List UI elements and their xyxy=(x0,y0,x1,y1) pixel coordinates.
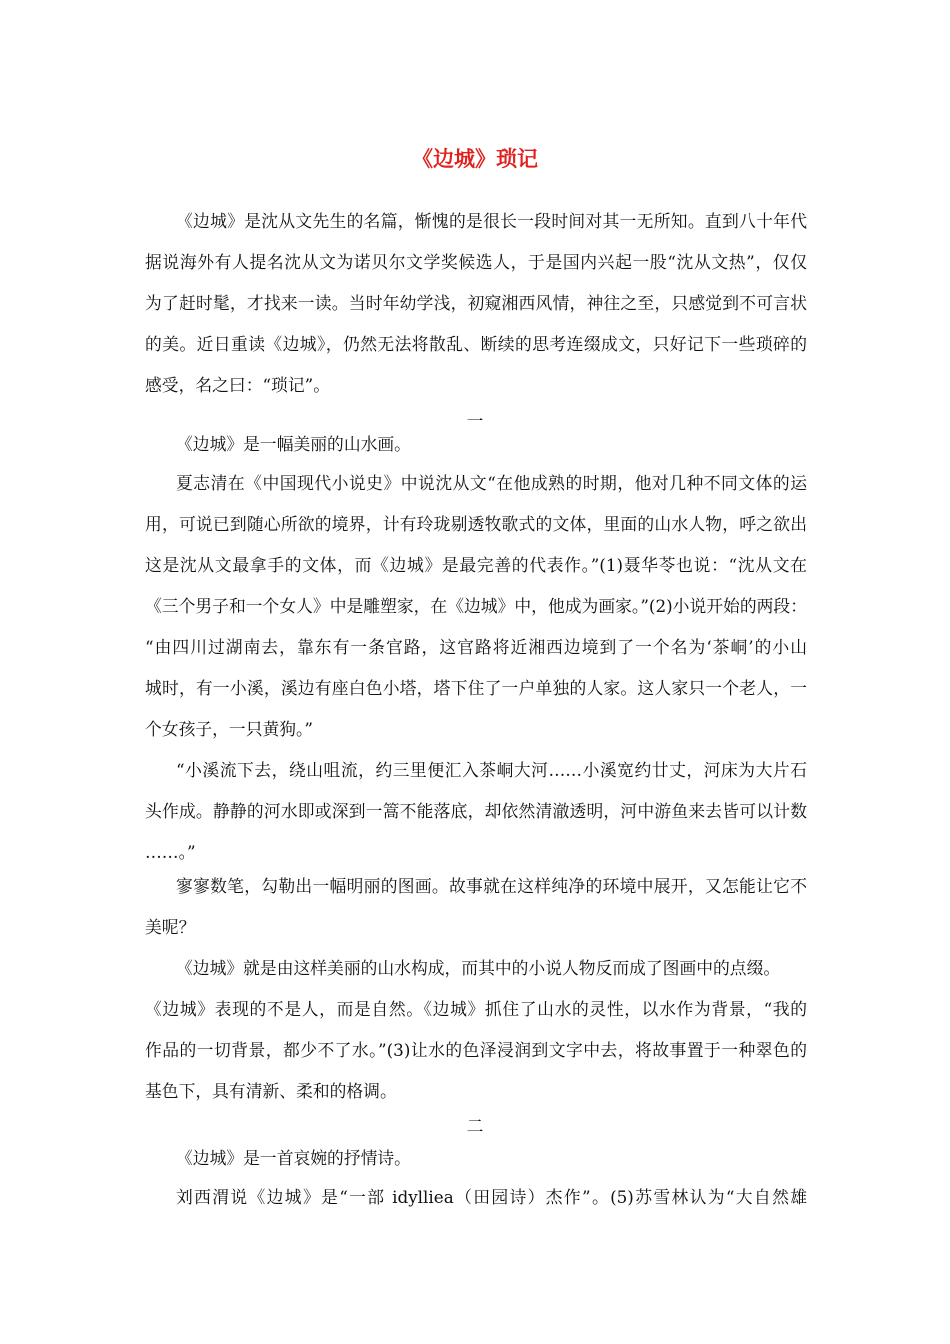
text-line: 这是沈从文最拿手的文体，而《边城》是最完善的代表作。”(1)聂华苓也说：“沈从文在 xyxy=(145,555,807,575)
text-line: 基色下，具有清新、柔和的格调。 xyxy=(145,1081,397,1101)
text-line: 美呢？ xyxy=(145,917,196,937)
text-line: 《三个男子和一个女人》中是雕塑家，在《边城》中，他成为画家。”(2)小说开始的两段： xyxy=(145,596,807,616)
section-heading: 《边城》是一幅美丽的山水画。 xyxy=(176,434,411,454)
section-heading: 《边城》是一首哀婉的抒情诗。 xyxy=(176,1148,411,1168)
text-line: 用，可说已到随心所欲的境界，计有玲珑剔透牧歌式的文体，里面的山水人物，呼之欲出 xyxy=(145,514,807,534)
text-line: 的美。近日重读《边城》，仍然无法将散乱、断续的思考连缀成文，只好记下一些琐碎的 xyxy=(145,334,807,354)
text-line: ……。” xyxy=(145,842,196,862)
text-line: 寥寥数笔，勾勒出一幅明丽的图画。故事就在这样纯净的环境中展开，又怎能让它不 xyxy=(176,876,807,896)
text-line: “小溪流下去，绕山咀流，约三里便汇入茶峒大河……小溪宽约廿丈，河床为大片石 xyxy=(176,760,807,780)
text-line: 据说海外有人提名沈从文为诺贝尔文学奖候选人，于是国内兴起一股“沈从文热”，仅仅 xyxy=(145,252,807,272)
section-number: 二 xyxy=(466,1116,484,1136)
text-line: 刘西渭说《边城》是“一部 idylliea（田园诗）杰作”。(5)苏雪林认为“大自然雄 xyxy=(176,1187,807,1207)
text-line: “由四川过湖南去，靠东有一条官路，这官路将近湘西边境到了一个名为‘茶峒’的小山 xyxy=(145,637,807,657)
text-line: 《边城》是沈从文先生的名篇，惭愧的是很长一段时间对其一无所知。直到八十年代 xyxy=(176,211,807,231)
text-line: 夏志清在《中国现代小说史》中说沈从文“在他成熟的时期，他对几种不同文体的运 xyxy=(176,473,807,493)
document-title: 《边城》琐记 xyxy=(412,146,538,171)
text-line: 个女孩子，一只黄狗。” xyxy=(145,719,313,739)
text-line: 为了赶时髦，才找来一读。当时年幼学浅，初窥湘西风情，神往之至，只感觉到不可言状 xyxy=(145,293,807,313)
section-number: 一 xyxy=(466,411,484,431)
text-line: 城时，有一小溪，溪边有座白色小塔，塔下住了一户单独的人家。这人家只一个老人，一 xyxy=(145,678,807,698)
text-line: 《边城》表现的不是人，而是自然。《边城》抓住了山水的灵性，以水作为背景，“我的 xyxy=(145,999,807,1019)
text-line: 作品的一切背景，都少不了水。”(3)让水的色泽浸润到文字中去，将故事置于一种翠色的 xyxy=(145,1040,807,1060)
text-line: 头作成。静静的河水即或深到一篙不能落底，却依然清澈透明，河中游鱼来去皆可以计数 xyxy=(145,801,807,821)
text-line: 感受，名之曰：“琐记”。 xyxy=(145,375,330,395)
text-line: 《边城》就是由这样美丽的山水构成，而其中的小说人物反而成了图画中的点缀。 xyxy=(176,958,781,978)
